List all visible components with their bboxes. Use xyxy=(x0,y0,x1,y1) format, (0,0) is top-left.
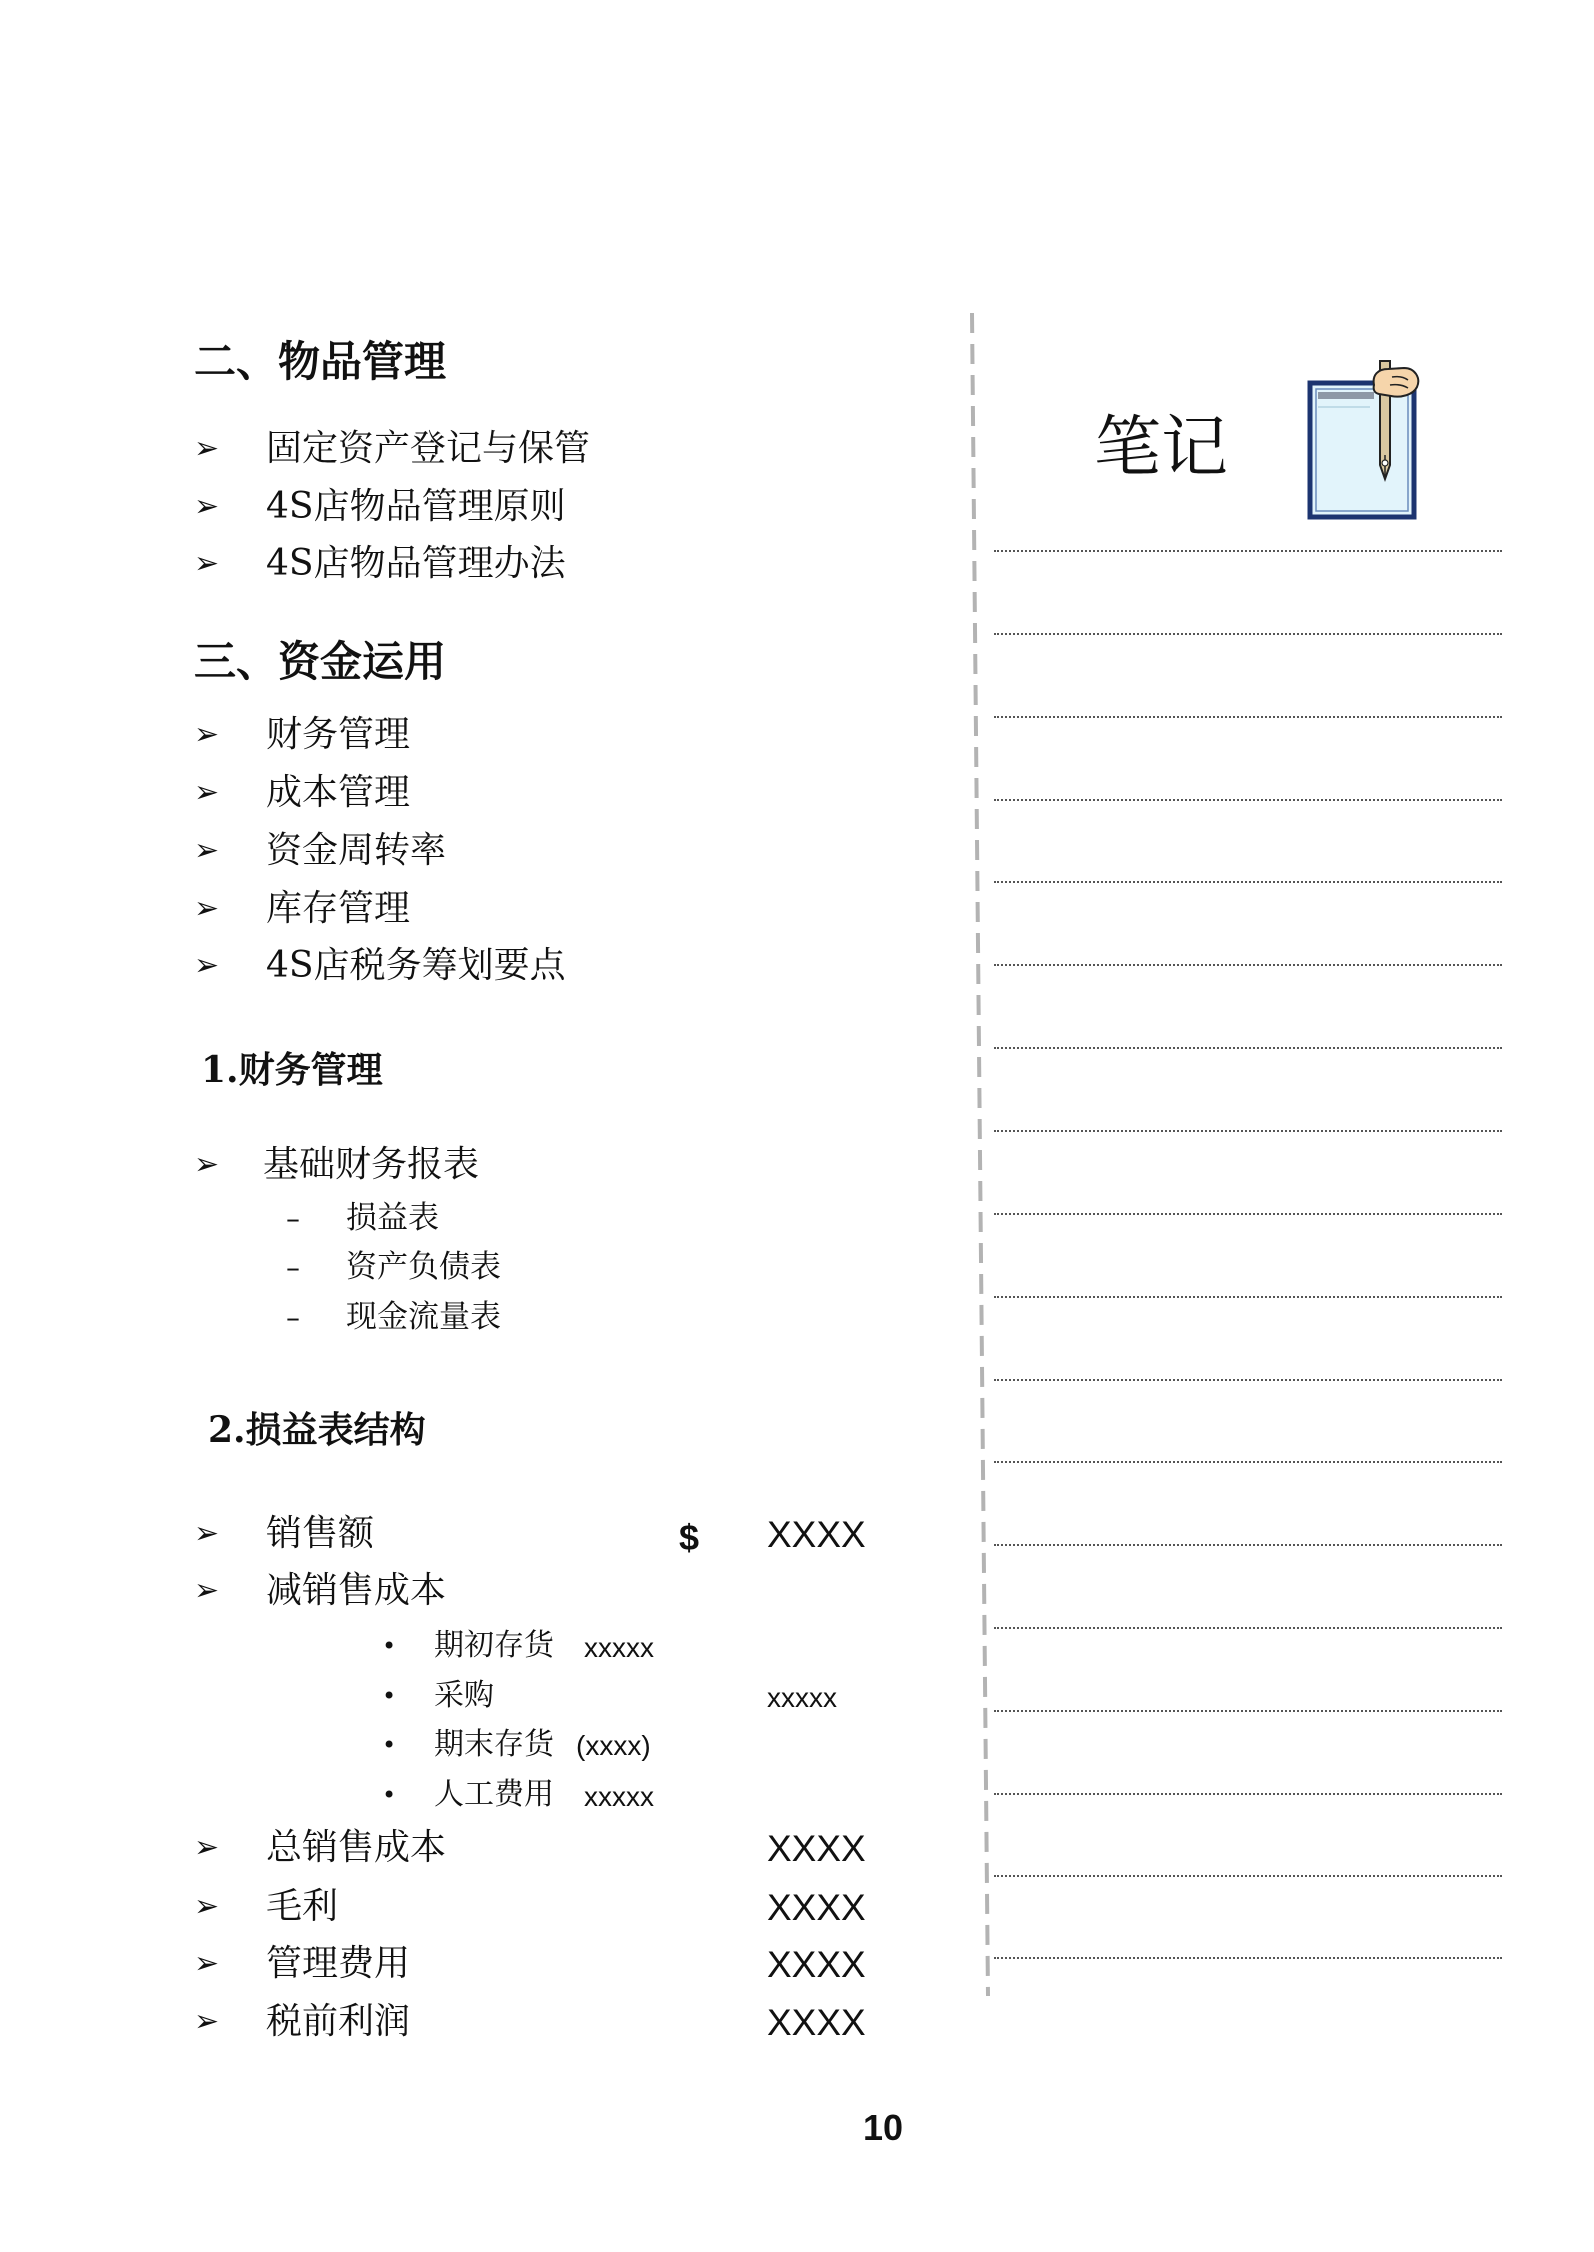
arrow-bullet-icon: ➢ xyxy=(194,1830,220,1865)
arrow-bullet-icon: ➢ xyxy=(194,1573,220,1608)
statement-row-label: 销售额 xyxy=(266,1513,375,1554)
sub-list-item: 现金流量表 xyxy=(346,1299,501,1335)
list-item: 4S店税务筹划要点 xyxy=(266,945,566,986)
page-number: 10 xyxy=(863,2107,904,2148)
note-line xyxy=(994,964,1502,966)
list-item: 资金周转率 xyxy=(266,830,447,871)
cost-item-amount: xxxxx xyxy=(584,1781,654,1812)
dash-bullet-icon: – xyxy=(286,1301,300,1334)
arrow-bullet-icon: ➢ xyxy=(194,1147,220,1182)
arrow-bullet-icon: ➢ xyxy=(194,431,220,466)
dash-bullet-icon: – xyxy=(286,1202,300,1235)
arrow-bullet-icon: ➢ xyxy=(194,489,220,524)
subsection-heading-income-statement: 2.损益表结构 xyxy=(208,1409,426,1451)
cost-item-label: 人工费用 xyxy=(434,1777,554,1812)
note-line xyxy=(994,1047,1502,1049)
statement-row-label: 管理费用 xyxy=(266,1943,411,1984)
note-line xyxy=(994,716,1502,718)
section-heading-goods: 二、物品管理 xyxy=(194,337,447,386)
list-item: 4S店物品管理办法 xyxy=(266,543,566,584)
dot-bullet-icon: • xyxy=(382,1731,397,1759)
currency-symbol: $ xyxy=(679,1517,700,1558)
list-item: 基础财务报表 xyxy=(263,1144,480,1185)
list-item: 财务管理 xyxy=(266,714,411,755)
dot-bullet-icon: • xyxy=(382,1682,397,1710)
arrow-bullet-icon: ➢ xyxy=(194,546,220,581)
dot-bullet-icon: • xyxy=(382,1632,397,1660)
note-line xyxy=(994,550,1502,552)
note-line xyxy=(994,1544,1502,1546)
arrow-bullet-icon: ➢ xyxy=(194,891,220,926)
note-line xyxy=(994,1875,1502,1877)
arrow-bullet-icon: ➢ xyxy=(194,833,220,868)
note-line xyxy=(994,799,1502,801)
subsection-heading-finance: 1.财务管理 xyxy=(201,1049,383,1091)
note-line xyxy=(994,881,1502,883)
cost-item-amount: (xxxx) xyxy=(576,1730,651,1761)
statement-row-label: 税前利润 xyxy=(266,2001,411,2042)
note-line xyxy=(994,1379,1502,1381)
arrow-bullet-icon: ➢ xyxy=(194,948,220,983)
cost-item-amount: xxxxx xyxy=(584,1632,654,1663)
arrow-bullet-icon: ➢ xyxy=(194,1516,220,1551)
statement-row-label: 减销售成本 xyxy=(266,1570,447,1611)
arrow-bullet-icon: ➢ xyxy=(194,1889,220,1924)
list-item: 库存管理 xyxy=(266,888,411,929)
statement-row-label: 毛利 xyxy=(266,1886,339,1927)
cost-item-label: 期末存货 xyxy=(434,1727,554,1762)
statement-row-amount: XXXX xyxy=(767,1944,866,1985)
dot-bullet-icon: • xyxy=(382,1781,397,1809)
note-line xyxy=(994,633,1502,635)
note-line xyxy=(994,1710,1502,1712)
note-line xyxy=(994,1130,1502,1132)
note-line xyxy=(994,1461,1502,1463)
notepad-pen-icon xyxy=(1304,355,1428,521)
arrow-bullet-icon: ➢ xyxy=(194,1946,220,1981)
arrow-bullet-icon: ➢ xyxy=(194,775,220,810)
note-line xyxy=(994,1957,1502,1959)
note-line xyxy=(994,1213,1502,1215)
section-heading-funds: 三、资金运用 xyxy=(194,637,447,686)
sub-list-item: 损益表 xyxy=(346,1200,439,1236)
arrow-bullet-icon: ➢ xyxy=(194,2004,220,2039)
note-line xyxy=(994,1296,1502,1298)
sub-list-item: 资产负债表 xyxy=(346,1249,501,1285)
statement-row-amount: XXXX xyxy=(767,2002,866,2043)
cost-item-label: 期初存货 xyxy=(434,1628,554,1663)
statement-row-amount: XXXX xyxy=(767,1887,866,1928)
note-line xyxy=(994,1793,1502,1795)
cost-item-label: 采购 xyxy=(434,1678,494,1713)
list-item: 固定资产登记与保管 xyxy=(266,428,591,469)
column-divider xyxy=(960,300,1000,2010)
dash-bullet-icon: – xyxy=(286,1251,300,1284)
statement-row-amount: XXXX xyxy=(767,1828,866,1869)
statement-row-label: 总销售成本 xyxy=(266,1827,447,1868)
notes-title: 笔记 xyxy=(1094,408,1228,486)
cost-item-amount: xxxxx xyxy=(767,1682,837,1713)
note-line xyxy=(994,1627,1502,1629)
arrow-bullet-icon: ➢ xyxy=(194,717,220,752)
list-item: 4S店物品管理原则 xyxy=(266,486,566,527)
statement-row-amount: XXXX xyxy=(767,1514,866,1555)
list-item: 成本管理 xyxy=(266,772,411,813)
